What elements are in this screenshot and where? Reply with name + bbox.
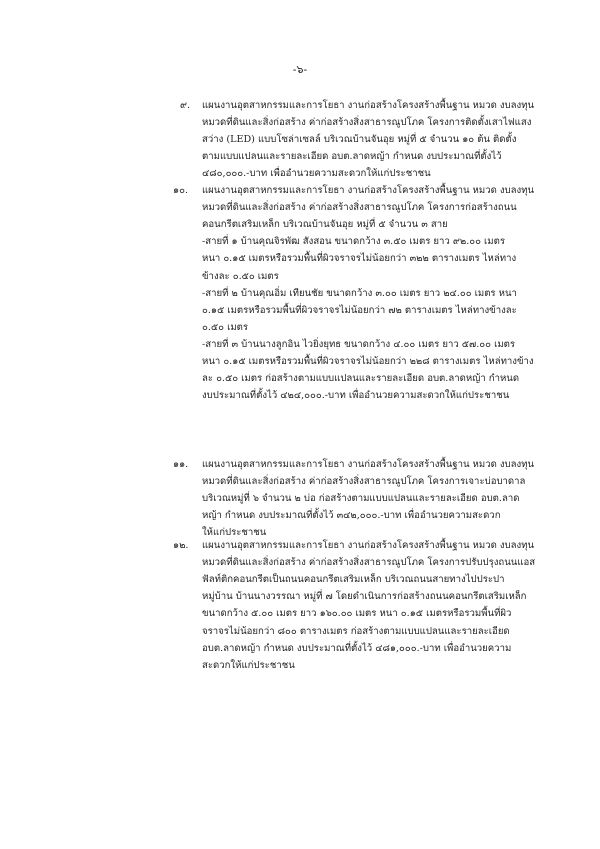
item-text-line: แผนงานอุตสาหกรรมและการโยธา งานก่อสร้างโครงสร้างพื้นฐาน หมวด งบลงทุน bbox=[202, 459, 535, 470]
item-text-line: ๐.๕๐ เมตร bbox=[202, 321, 249, 333]
item-text-line: ขนาดกว้าง ๕.๐๐ เมตร ยาว ๑๖๐.๐๐ เมตร หนา ๐.๑๕ เมตรหรือรวมพื้นที่ผิว bbox=[202, 608, 512, 620]
item-text-line: ข้างละ ๐.๕๐ เมตร bbox=[202, 270, 279, 282]
item-text-line: จราจรไม่น้อยกว่า ๘๐๐ ตารางเมตร ก่อสร้างตามแบบแปลนและรายละเอียด bbox=[202, 625, 510, 637]
item-text-line: ๐.๑๕ เมตรหรือรวมพื้นที่ผิวจราจรไม่น้อยกว่า ๗๒ ตารางเมตร ไหล่ทางข้างละ bbox=[202, 304, 517, 316]
item-text-line: หมวดที่ดินและสิ่งก่อสร้าง ค่าก่อสร้างสิ่งสาธารณูปโภค โครงการติดตั้งเสาไฟแสง bbox=[202, 117, 532, 129]
item-text-line: บริเวณหมู่ที่ ๖ จำนวน ๒ บ่อ ก่อสร้างตามแบบแปลนและรายละเอียด อบต.ลาด bbox=[202, 493, 520, 505]
item-text-line: ละ ๐.๕๐ เมตร ก่อสร้างตามแบบแปลนและรายละเอียด อบต.ลาดหญ้า กำหนด bbox=[202, 373, 520, 385]
item-text-line: -สายที่ ๒ บ้านคุณอิ่ม เทียนชัย ขนาดกว้าง ๓.๐๐ เมตร ยาว ๒๔.๐๐ เมตร หนา bbox=[202, 287, 517, 299]
item-text-line: สว่าง (LED) แบบโซล่าเซลล์ บริเวณบ้านจันอุย หมู่ที่ ๕ จำนวน ๑๐ ต้น ติดตั้ง bbox=[202, 134, 517, 146]
item-text-line: หมวดที่ดินและสิ่งก่อสร้าง ค่าก่อสร้างสิ่งสาธารณูปโภค โครงการเจาะบ่อบาดาล bbox=[202, 476, 526, 488]
item-text-line: สะดวกให้แก่ประชาชน bbox=[202, 659, 295, 671]
item-number: ๑๑. bbox=[173, 459, 189, 470]
item-text-line: คอนกรีตเสริมเหล็ก บริเวณบ้านจันอุย หมู่ที่ ๕ จำนวน ๓ สาย bbox=[202, 219, 448, 231]
item-text-line: แผนงานอุตสาหกรรมและการโยธา งานก่อสร้างโครงสร้างพื้นฐาน หมวด งบลงทุน bbox=[202, 540, 535, 551]
item-text-line: แผนงานอุตสาหกรรมและการโยธา งานก่อสร้างโครงสร้างพื้นฐาน หมวด งบลงทุน bbox=[202, 185, 535, 196]
item-number: ๙. bbox=[180, 100, 191, 111]
page-number: -๖- bbox=[292, 63, 308, 76]
item-text-line: หญ้า กำหนด งบประมาณที่ตั้งไว้ ๓๔๒,๐๐๐.-บาท เพื่ออำนวยความสะดวก bbox=[202, 510, 501, 522]
item-text-line: -สายที่ ๑ บ้านคุณจิรพัฒ สังสอน ขนาดกว้าง ๓.๕๐ เมตร ยาว ๙๒.๐๐ เมตร bbox=[202, 236, 506, 248]
item-number: ๑๐. bbox=[173, 185, 188, 196]
item-text-line: แผนงานอุตสาหกรรมและการโยธา งานก่อสร้างโครงสร้างพื้นฐาน หมวด งบลงทุน bbox=[202, 100, 535, 111]
item-text-line: ให้แก่ประชาชน bbox=[202, 527, 267, 539]
item-text-line: ตามแบบแปลนและรายละเอียด อบต.ลาดหญ้า กำหนด งบประมาณที่ตั้งไว้ bbox=[202, 151, 502, 163]
item-text-line: หมวดที่ดินและสิ่งก่อสร้าง ค่าก่อสร้างสิ่งสาธารณูปโภค โครงการปรับปรุงถนนแอส bbox=[202, 557, 536, 569]
item-text-line: งบประมาณที่ตั้งไว้ ๔๒๔,๐๐๐.-บาท เพื่ออำนวยความสะดวกให้แก่ประชาชน bbox=[202, 390, 510, 402]
item-text-line: -สายที่ ๓ บ้านนางลูกอิน ไวยิ่งยุทธ ขนาดกว้าง ๔.๐๐ เมตร ยาว ๕๗.๐๐ เมตร bbox=[202, 338, 516, 350]
item-text-line: อบต.ลาดหญ้า กำหนด งบประมาณที่ตั้งไว้ ๔๘๑,๐๐๐.-บาท เพื่ออำนวยความ bbox=[202, 642, 512, 654]
item-number: ๑๒. bbox=[173, 540, 189, 551]
item-text-line: ฟัลท์ติกคอนกรีตเป็นถนนคอนกรีตเสริมเหล็ก บริเวณถนนสายทางไปประปา bbox=[202, 574, 505, 586]
item-text-line: หนา ๐.๑๕ เมตรหรือรวมพื้นที่ผิวจราจรไม่น้อยกว่า ๒๒๘ ตารางเมตร ไหล่ทางข้าง bbox=[202, 356, 534, 367]
item-text-line: ๔๘๐,๐๐๐.-บาท เพื่ออำนวยความสะดวกให้แก่ประชาชน bbox=[202, 168, 431, 180]
item-text-line: หนา ๐.๑๕ เมตรหรือรวมพื้นที่ผิวจราจรไม่น้อยกว่า ๓๒๒ ตารางเมตร ไหล่ทาง bbox=[202, 253, 517, 265]
item-text-line: หมวดที่ดินและสิ่งก่อสร้าง ค่าก่อสร้างสิ่งสาธารณูปโภค โครงการก่อสร้างถนน bbox=[202, 202, 517, 214]
item-text-line: หมู่บ้าน บ้านนางวรรณา หมู่ที่ ๗ โดยดำเนินการก่อสร้างถนนคอนกรีตเสริมเหล็ก bbox=[202, 591, 527, 603]
